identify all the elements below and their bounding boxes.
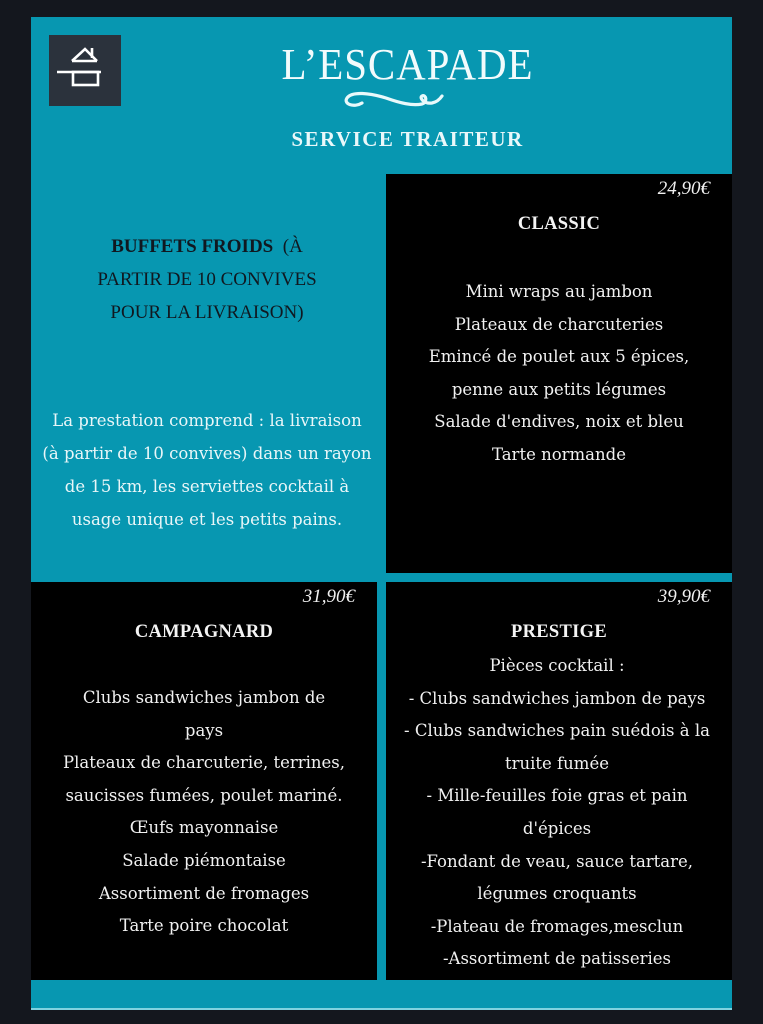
menu-item: d'épices	[522, 818, 592, 838]
menu-item: Plateaux de charcuterie, terrines,	[62, 753, 346, 773]
menu-price: 31,90€	[302, 586, 355, 607]
menu-item: Salade d'endives, noix et bleu	[434, 412, 684, 432]
buffet-heading-line2: PARTIR DE 10 CONVIVES	[97, 269, 317, 290]
brand-subtitle: SERVICE TRAITEUR	[291, 127, 524, 151]
menu-items	[386, 276, 732, 472]
menu-title: CLASSIC	[517, 214, 601, 234]
menu-card-campagnard	[31, 582, 377, 980]
menu-price: 39,90€	[657, 586, 710, 607]
buffet-heading-line3: POUR LA LIVRAISON)	[110, 302, 304, 323]
menu-card-classic	[386, 174, 732, 573]
menu-item: truite fumée	[505, 753, 609, 773]
menu-title: CAMPAGNARD	[134, 622, 274, 642]
menu-price: 24,90€	[657, 178, 710, 199]
menu-item: Salade piémontaise	[122, 850, 286, 870]
description-line: La prestation comprend : la livraison	[52, 411, 362, 430]
menu-item: - Clubs sandwiches jambon de pays	[408, 688, 706, 708]
menu-item: - Mille-feuilles foie gras et pain	[426, 786, 688, 806]
description-line: de 15 km, les serviettes cocktail à	[64, 477, 350, 496]
menu-title: PRESTIGE	[511, 622, 607, 642]
service-description	[31, 404, 383, 536]
menu-item: Pièces cocktail :	[489, 656, 625, 675]
menu-item: Tarte poire chocolat	[119, 916, 289, 936]
menu-item: -Plateau de fromages,mesclun	[430, 916, 684, 936]
fait-maison-house-icon	[49, 35, 121, 106]
menu-item: pays	[184, 720, 224, 740]
brand-title: L’ESCAPADE	[281, 40, 534, 89]
buffet-heading	[31, 230, 383, 329]
menu-item: Œufs mayonnaise	[129, 818, 279, 838]
menu-items	[382, 650, 732, 976]
description-line: usage unique et les petits pains.	[71, 510, 343, 529]
menu-item: - Clubs sandwiches pain suédois à la	[404, 721, 710, 741]
menu-item: légumes croquants	[477, 884, 637, 904]
description-line: (à partir de 10 convives) dans un rayon	[42, 444, 372, 463]
menu-item: Emincé de poulet aux 5 épices,	[428, 347, 690, 367]
menu-item: penne aux petits légumes	[451, 379, 667, 399]
menu-item: Assortiment de fromages	[98, 883, 310, 903]
buffet-heading-bold: BUFFETS FROIDS	[111, 236, 274, 257]
menu-item: Plateaux de charcuteries	[454, 314, 664, 334]
menu-card-prestige	[386, 582, 732, 980]
menu-items	[31, 682, 377, 943]
menu-item: Mini wraps au jambon	[465, 282, 653, 301]
flourish-ornament-icon	[340, 89, 445, 114]
menu-item: Clubs sandwiches jambon de	[82, 688, 326, 707]
buffet-heading-rest: (À	[273, 236, 303, 257]
menu-item: saucisses fumées, poulet mariné.	[65, 785, 343, 805]
menu-item: Tarte normande	[492, 444, 626, 464]
logo	[49, 35, 121, 106]
menu-item: -Assortiment de patisseries	[442, 949, 672, 969]
menu-item: -Fondant de veau, sauce tartare,	[420, 851, 694, 871]
